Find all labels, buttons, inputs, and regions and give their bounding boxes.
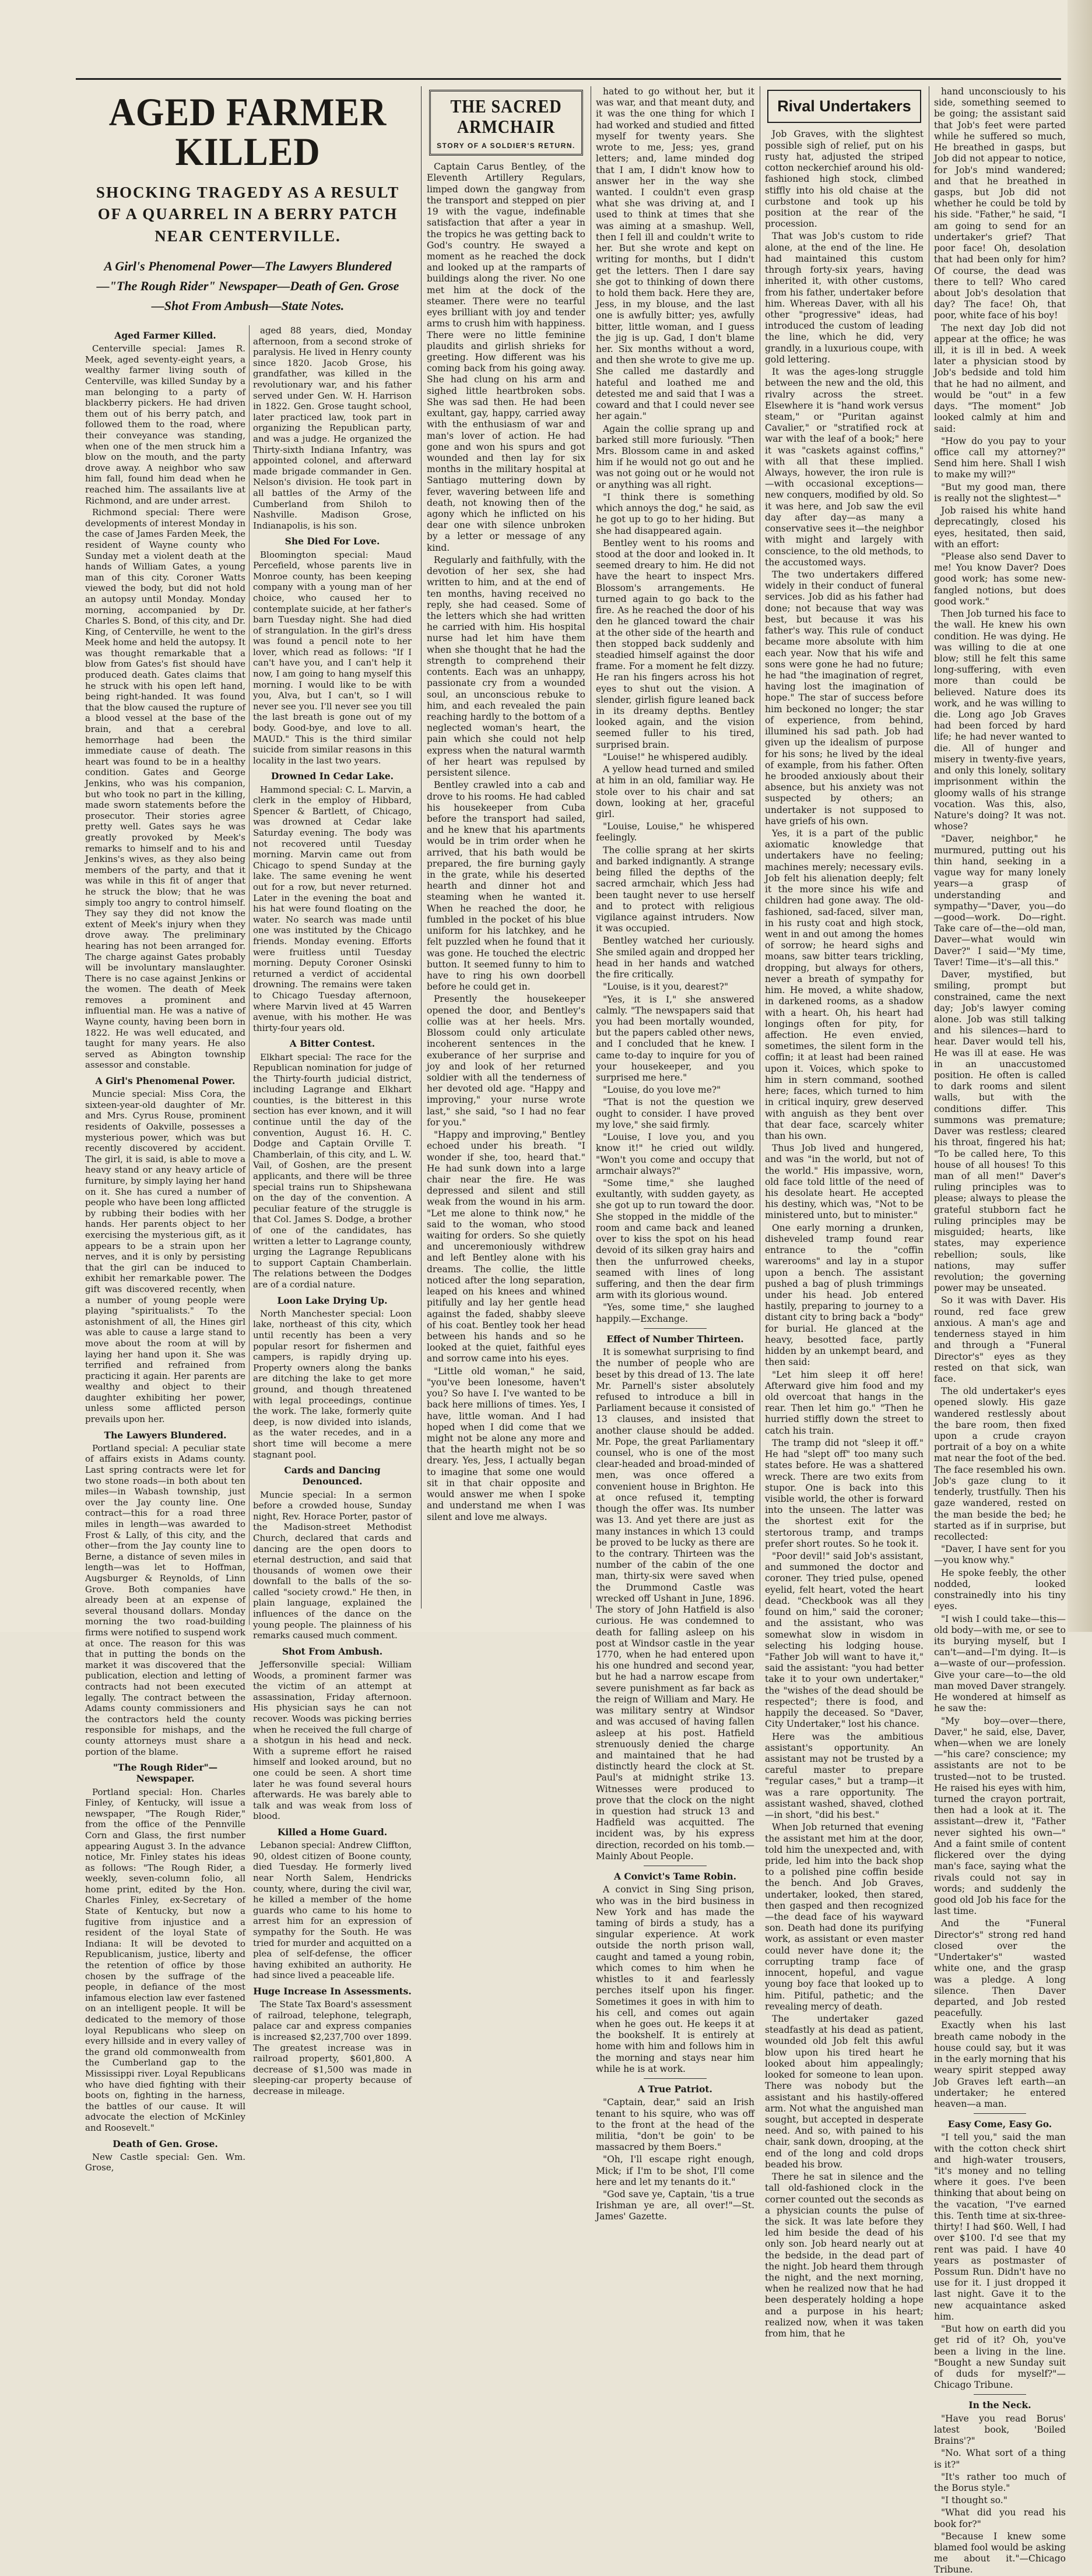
paragraph: There he sat in silence and the tall old-fashioned clock in the corner counted out the seconds as a physician counts the pulse of the sick. It was late before they led him beside the dead of his only son. Job heard nearly out at the bedside, in the dead part of the night. Job heard them through the night, and the next morning, when he realized now that he had been desperately holding a hope and a purpose in his heart; realized now, when it was taken from him, that he: [765, 2172, 924, 2339]
paragraph: Then Job turned his face to the wall. He knew his own condition. He was dying. He was willing to die at one blow; still he felt this same long-suffering, with even more than could be believed. Nature does its work, and he was willing to die. Long ago Job Graves had been forced by hard life; he had never wanted to die. All of hunger and misery in twenty-five years, and only this lonely, solitary imprisonment within the gloomy walls of his strange vocation. Was this, also, Nature's doing? It was not. whose?: [934, 608, 1066, 832]
paragraph: He spoke feebly, the other nodded, looked constrainedly into his tiny eyes.: [934, 1567, 1066, 1612]
divider: [974, 2394, 1026, 2395]
paragraph: It is somewhat surprising to find the number of people who are beset by this dread of 13. The late Mr. Parnell's sister absolutely refused to introduce a bill in Parliament because it consisted of 13 clauses, and insisted that another clause should be added. Mr. Pope, the great Parliamentary counsel, who is one of the most clear-headed and broad-minded of men, was once offered a convenient house in Brighton. He at once refused it, tempting though the offer was. Its number was 13. And yet there are just as many instances in which 13 could be proved to be lucky as there are to the contrary. Thirteen was the number of the cabin of the one man, thirty-six were saved when the Drummond Castle was wrecked off Ushant in June, 1896. The story of John Hatfield is also curious. He was condemned to death for falling asleep on his post at Windsor castle in the year 1770, when he had entered upon his one hundred and second year, but he had a narrow escape from severe punishment as far back as the reign of William and Mary. He was military sentry at Windsor and was accused of having fallen asleep at his post. Hatfield strenuously denied the charge and maintained that he had distinctly heard the clock at St. Paul's at midnight strike 13. Witnesses were produced to prove that the clock on the night in question had struck 13 and Hadfield was acquitted. The incident was, by his express direction, recorded on his tomb.—Mainly About People.: [596, 1347, 754, 1861]
divider: [974, 2113, 1026, 2114]
paragraph: Portland special: A peculiar state of affairs exists in Adams county. Last spring contracts were let for two stone roads—in both about ten miles—in Wabash township, just over the Jay county line. One contract—this for a road three miles in length—was awarded to Frost & Lally, of this city, and the other—from the Jay county line to Berne, a distance of seven miles in length—was let to Hoffman, Augsburger & Reynolds, of Linn Grove. Both companies have already been at an expense of several thousand dollars. Monday morning the two road-building firms were notified to suspend work at once. The reason for this was that in putting the bonds on the market it was discovered that the publication, election and letting of contracts had not been executed legally. The contract between the Adams county commissioners and the contractors held the county responsible for mishaps, and the county attorneys must share a portion of the blame.: [85, 1442, 245, 1757]
paragraph: Centerville special: James R. Meek, aged seventy-eight years, a wealthy farmer living south of Centerville, was killed Sunday by a man belonging to a party of blackberry pickers. He had driven them out of his berry patch, and followed them to the road, where their conveyance was standing, when one of the men struck him a blow on the mouth, and the party drove away. A neighbor who saw him fall, found him dead when he reached him. The assailants live at Richmond, and are under arrest.: [85, 343, 245, 506]
subcolumn-right: [253, 325, 412, 2098]
paragraph: Job Graves, with the slightest possible sigh of relief, put on his rusty hat, adjusted the striped cotton neckerchief around his old-fashioned high stock, climbed stiffly into his old chaise at the curbstone and took up his position at the rear of the procession.: [765, 129, 924, 230]
paragraph: "No. What sort of a thing is it?": [934, 2448, 1066, 2470]
section-head: Aged Farmer Killed.: [114, 330, 216, 342]
paragraph: "I think there is something which annoys the dog," he said, as he got up to go to her hiding. But she had disappeared again.: [596, 491, 754, 536]
paragraph: "How do you pay to your office call my attorney?" Send him here. Shall I wish to make my will?": [934, 435, 1066, 480]
paragraph: That was Job's custom to ride alone, at the end of the line. He had maintained this custom through forty-six years, having inherited it, with other customs, from his father, undertaker before him. Whereas Daver, with all his other "progressive" ideas, had introduced the custom of leading the line, which he did, very grandly, in a luxurious coupe, with gold lettering.: [765, 231, 924, 365]
section-head: Cards and Dancing Denounced.: [284, 1465, 381, 1487]
subcolumn-rule: [249, 325, 250, 1625]
section-head: In the Neck.: [968, 2399, 1031, 2411]
paragraph: The next day Job did not appear at the office; he was ill, it is ill in bed. A week later a physician stood by Job's bedside and told him that he had no ailment, and would be "out" in a few days. "The moment" Job looked calmly at him and said:: [934, 322, 1066, 434]
paragraph: "Daver, neighbor," he murmured, putting out his thin hand, seeking in a vague way for many lonely years—a grasp of understanding and sympathy—"Daver, you—do—good—work. Do—right. Take care of—the—old man, Daver—what would win Daver?" I said—"My time, Taver! Time—it's—all this.": [934, 833, 1066, 967]
article-continuation: [596, 86, 754, 2222]
paragraph: One early morning a drunken, disheveled tramp found rear entrance to the "coffin warerooms" and lay in a stupor upon a bench. The assistant pushed a bag of plush trimmings under his head. Job entered hastily, preparing to journey to a distant city to bring back a "body" for burial. He glanced at the heavy, besotted face, partly hidden by an unkempt beard, and then said:: [765, 1222, 924, 1368]
paragraph: Daver, mystified, but smiling, prompt but constrained, came the next day; Job's lawyer coming alone. Job was still talking and his silences—hard to hear. Daver would tell his, He was ill at ease. He was in an unaccustomed position. He often is called to dark rooms and silent walls, but with the conditions differ. This summons was premature; Daver was restless; cleared his throat, fingered his hat; "To be called here, To this house of all houses! To this man of all men!" Daver's ruling principles was to please; always to please the grateful stubborn fact he ruling principles may be misguided; hearts, like states, may experience rebellion; souls, like nations, may suffer revolution; the governing power may be unseated.: [934, 969, 1066, 1294]
paragraph: hand unconsciously to his side, something seemed to be going; the assistant said that Job's feet were parted while he suffered so much, He breathed in gasps, but Job did not appear to notice, for Job's mind wandered; and that he breathed in gasps, but Job did not whether he could be told by his side. "Father," he said, "I am going to send for an undertaker's grief? That poor face! Oh, desolation that had been only for him? Of course, the dead was there to tell? Who cared about Job's desolation that day? The face! Oh, that poor, white face of his boy!: [934, 86, 1066, 321]
paragraph: Elkhart special: The race for the Republican nomination for judge of the Thirty-fourth judicial district, including Lagrange and Elkhart counties, is the bitterest in this section has ever known, and it will continue until the day of the convention, August 16. H. C. Dodge and Captain Orville T. Chamberlain, of this city, and L. W. Vail, of Goshen, are the present applicants, and there will be three special trains run to Shipshewana on the day of the convention. A peculiar feature of the struggle is that Col. James S. Dodge, a brother of one of the candidates, has written a letter to Lagrange county, urging the Lagrange Republicans to support Captain Chamberlain. The relations between the Dodges are of a cordial nature.: [253, 1051, 412, 1290]
paragraph: "What did you read his book for?": [934, 2507, 1066, 2529]
paragraph: Captain Carus Bentley, of the Eleventh Artillery Regulars, limped down the gangway from the transport and stepped on pier 19 with the vague, indefinable satisfaction that after a year in the tropics he was getting back to God's country. He swayed a moment as he reached the dock and looked up at the ramparts of buildings along the river. No one met him at the dock of the steamer. There were no tearful eyes brilliant with joy and tender arms to crush him with happiness. There were no little feminine plaudits and girlish shrieks for greeting. How different was his coming back from his going away. She had clung on his arm and sighed little heartbroken sobs. She was sad then. He had been exultant, gay, happy, carried away with the enthusiasm of war and man's lover of action. He had gone and won his spurs and got wounded and then lay for six months in the military hospital at Santiago muttering down by fever, wavering between life and death, not knowing then of the agony which he inflicted on his dear one with silence unbroken by a letter or message of any kind.: [427, 161, 585, 553]
section-head: A Girl's Phenomenal Power.: [95, 1075, 236, 1087]
top-rule: [76, 78, 1061, 80]
paragraph: "Louise, is it you, dearest?": [603, 981, 729, 993]
paragraph: Bentley watched her curiously. She smiled again and dropped her head in her hands and watched the fire critically.: [596, 935, 754, 980]
paragraph: "Little old woman," he said, "you've been lonesome, haven't you? So have I. I've wanted to be back here millions of times. Yes, I have, little woman. And I had hoped when I did come that we might not be alone any more and that the hearth might not be so dreary. Yes, Jess, I actually began to imagine that some one would sit in that chair opposite and would answer me when I spoke and understand me when I was silent and love me always.: [427, 1366, 585, 1522]
paragraph: "Daver, I have sent for you—you know why.": [934, 1544, 1066, 1566]
paragraph: Lebanon special: Andrew Cliffton, 90, oldest citizen of Boone county, died Tuesday. He formerly lived near North Salem, Hendricks county, where, during the civil war, he killed a member of the home guards who came to his home to arrest him for an expression of sympathy for the South. He was tried for murder and acquitted on a plea of self-defense, the officer having exhibited an authority. He had since lived a peaceable life.: [253, 1840, 412, 1981]
paragraph: Here was the ambitious assistant's opportunity. An assistant may not be trusted by a careful master to prepare "regular cases," but a tramp—it was a rare opportunity. The assistant washed, shaved, clothed—in short, "did his best.": [765, 1731, 924, 1821]
paragraph: When Job returned that evening the assistant met him at the door, told him the unexpected and, with pride, led him into the back shop to a polished pine coffin beside the bench. And Job Graves, undertaker, looked, then stared, then gasped and then recognized—the dead face of his wayward son. Death had done its purifying work, as assistant or even master could never have done it; the corrupting tramp face of innocent, hopeful, and vague young boy face that looked up to him. Pitiful, pathetic; and the revealing mercy of death.: [765, 1822, 924, 2012]
paragraph: Presently the housekeeper opened the door, and Bentley's collie was at her heels. Mrs. Blossom could only articulate incoherent sentences in the exuberance of her surprise and joy and look of her returned soldier with all the tenderness of her devoted old age. "Happy and improving," your nurse wrote last," she said, "so I had no fear for you.": [427, 994, 585, 1128]
page-edge: [1068, 0, 1092, 1632]
paragraph: "God save ye, Captain, 'tis a true Irishman ye are, all over!"—St. James' Gazette.: [596, 2189, 754, 2222]
paragraph: Bentley crawled into a cab and drove to his rooms. He had cabled his housekeeper from Cuba before the transport had sailed, and he knew that his apartments would be in trim order when he arrived, that his bath would be prepared, the fire burning gayly in the grate, while his deserted hearth and dinner hot and steaming when he wanted it. When he reached the door, he fumbled in the pocket of his blue uniform for his latchkey, and he felt puzzled when he found that it was gone. He touched the electric button. It seemed funny to him to have to ring his own doorbell before he could get in.: [427, 780, 585, 993]
paragraph: "Louise, Louise," he whispered feelingly.: [596, 821, 754, 843]
section-head: Effect of Number Thirteen.: [606, 1333, 744, 1345]
paragraph: "But how on earth did you get rid of it? Oh, you've been a living in the line. "Bought a new Sunday suit of duds for myself?"—Chicago Tribune.: [934, 2324, 1066, 2391]
paragraph: Regularly and faithfully, with the devotion of her sex, she had written to him, and at the end of ten months, having received no reply, she had ceased. Some of the letters which she had written he carried with him. His hospital nurse had let him have them when she thought that he had the strength to comprehend their contents. Each was an unhappy, passionate cry from a wounded soul, an unconscious rebuke to him, and each revealed the pain reaching hardly to the bottom of a neglected woman's heart, the pain which she could not help express when the natural warmth of her heart was repulsed by persistent silence.: [427, 554, 585, 779]
sub-columns: [82, 325, 414, 2173]
article-rival-undertakers: [765, 86, 924, 2339]
paragraph: "But my good man, there is really not the slightest—": [934, 481, 1066, 504]
paragraph: Portland special: Hon. Charles Finley, of Kentucky, will issue a newspaper, "The Rough Rider," from the office of the Pennville Corn and Glass, the first number appearing August 3. In the advance notice, Mr. Finley states his ideas as follows: "The Rough Rider, a weekly, seven-column folio, all home print, edited by the Hon. Charles Finley, ex-Secretary of State of Kentucky, but now a fugitive from injustice and a resident of the loyal State of Indiana: It will be devoted to Republicanism, justice, liberty and the retention of office by those chosen by the suffrage of the people, in defiance of the most infamous election law ever fastened on an intelligent people. It will be dedicated to the memory of those loyal Republicans who sleep on every hillside and in every valley of the grand old commonwealth from the Cumberland gap to the Mississippi river. Loyal Republicans who have died fighting with their boots on, fighting in the harness, the battles of our cause. It will advocate the election of McKinley and Roosevelt.": [85, 1786, 245, 2133]
paragraph: "Yes, some time," she laughed happily.—Exchange.: [596, 1302, 754, 1324]
paragraph: Bloomington special: Maud Percefield, whose parents live in Monroe county, has been keeping company with a young man of her choice, who caused her to contemplate suicide, at her father's barn Tuesday night. She had died of strangulation. In the girl's dress was found a pencil note to her lover, which read as follows: "If I can't have you, and I can't help it now, I am going to hang myself this morning. I would like to be with you, Alva, but I can't, so I will never see you. I'll never see you till the last breath is gone out of my body. Good-bye, and love to all. MAUD." This is the third similar suicide from similar reasons in this locality in the last two years.: [253, 549, 412, 766]
divider: [644, 2078, 707, 2079]
paragraph: "Captain, dear," said an Irish tenant to his squire, who was off to the front at the head of the militia, "don't be goin' to be massacred by them Boers.": [596, 2097, 754, 2153]
paragraph: The tramp did not "sleep it off." He had "slept off" too many such states before. He was a shattered wreck. There are two exits from stupor. One is back into this visible world, the other is forward into the unseen. The latter was the shortest exit for the stertorous tramp, and tramps prefer short routes. So he took it.: [765, 1437, 924, 1549]
section-head: Drowned In Cedar Lake.: [271, 770, 394, 782]
column-rule: [421, 86, 422, 1609]
paragraph: "Poor devil!" said Job's assistant, and summoned the doctor and coroner. They tried pulse, opened eyelid, felt heart, voted the heart dead. "Checkbook was all they found on him," said the coroner; and the assistant, who was somewhat slow in wisdom in selecting his lodging house. "Father Job will want to have it," said the assistant: "you had better take it to your own undertaker," the "wishes of the dead should be respected"; there is food, and happily the deceased. So "Daver, City Undertaker," lost his chance.: [765, 1551, 924, 1730]
paragraph: A yellow head turned and smiled at him in an old, familiar way. He stole over to his chair and sat down, looking at her, graceful girl.: [596, 764, 754, 819]
paragraph: Exactly when his last breath came nobody in the house could say, but it was in the early morning that his weary spirit stepped away Job Graves left earth—an undertaker; he entered heaven—a man.: [934, 2020, 1066, 2109]
paragraph: New Castle special: Gen. Wm. Grose,: [85, 2151, 245, 2173]
paragraph: Jeffersonville special: William Woods, a prominent farmer was the victim of an attempt at assassination, Friday afternoon. His physician says he can not recover. Woods was picking berries when he received the full charge of a shotgun in his head and neck. With a supreme effort he raised himself and looked around, but no one could be seen. A short time later he was found several hours afterwards. He was barely able to talk and was weak from loss of blood.: [253, 1659, 412, 1822]
section-head: Death of Gen. Grose.: [113, 2138, 218, 2149]
paragraph: aged 88 years, died, Monday afternoon, from a second stroke of paralysis. He lived in Henry county since 1820. Jacob Grose, his grandfather, was killed in the revolutionary war, and his father served under Gen. W. H. Harrison in 1822. Gen. Grose taught school, later practiced law, took part in organizing the Republican party, and was a judge. He organized the Thirty-sixth Indiana Infantry, was appointed colonel, and afterward made brigade commander in Gen. Nelson's division. He took part in all battles of the Army of the Cumberland from Shiloh to Nashville. Madison Grose, Indianapolis, is his son.: [253, 325, 412, 531]
section-head: Killed a Home Guard.: [277, 1826, 388, 1838]
paragraph: "Louise!" he whispered audibly.: [603, 751, 748, 762]
paragraph: North Manchester special: Loon lake, northeast of this city, which until recently has been a very popular resort for fishermen and campers, is rapidly drying up. Property owners along the banks are ditching the lake to get more ground, and though threatened with legal proceedings, continue the work. The lake, formerly quite deep, is now divided into islands, as the water recedes, and in a short time will become a mere stagnant pool.: [253, 1308, 412, 1460]
paragraph: Job raised his white hand deprecatingly, closed his eyes, hesitated, then said, with an effort:: [934, 505, 1066, 550]
paragraph: hated to go without her, but it was war, and that meant duty, and it was the one thing for which I had worked and studied and fitted myself for twenty years. She wrote to me, Jess; yes, grand letters; and, lame minded dog that I am, I didn't know how to answer her in the way she wanted. I couldn't even grasp what she was driving at, and I used to think at times that she was aiming at a smashup. Well, then I fell ill and couldn't write to her. But she wrote and kept on writing for months, but I didn't get the letters. Then I dare say she got to thinking of down there to hold them back. Here they are, Jess, in my blouse, and the last one is awfully bitter; yes, awfully bitter, little woman, and I guess the jig is up. Gad, I don't blame her. Six months without a word, and then she wrote to give me up. She called me dastardly and hateful and loathed me and detested me and said that I was a coward and that I could never see her again.": [596, 86, 754, 422]
paragraph: Richmond special: There were developments of interest Monday in the case of James Farden Meek, the resident of Wayne county who Sunday met a violent death at the hands of William Gates, a young man of this city. Coroner Watts viewed the body, but did not hold an autopsy until Monday. Monday morning, accompanied by Dr. Charles S. Bond, of this city, and Dr. King, of Centerville, he went to the Meek home and held the autopsy. It was thought remarkable that a blow from Gates's fist should have produced death. Gates claims that he struck with his open left hand, being right-handed. It was found that the blow caused the rupture of a blood vessel at the base of the brain, and that a cerebral hemorrhage had been the immediate cause of death. The heart was found to be in a healthy condition. Gates and George Jenkins, who was his companion, but who took no part in the killing, made sworn statements before the prosecutor. Their stories agree pretty well. Gates says he was greatly provoked by Meek's remarks to himself and to his and Jenkins's wives, as they also being members of the party, and that it was while in this fit of anger that he struck the blow; that he was simply too angry to control himself. They say they did not know the extent of Meek's injury when they drove away. The preliminary hearing has not been arranged for. The charge against Gates probably will be involuntary manslaughter. There is no case against Jenkins or the women. The death of Meek removes a prominent and influential man. He was a native of Wayne county, having been born in 1822. He was well educated, and taught for many years. He also served as Abington township assessor and constable.: [85, 507, 245, 1071]
paragraph: The State Tax Board's assessment of railroad, telephone, telegraph, palace car and express companies is increased $2,237,700 over 1899. The greatest increase was in railroad property, $601,800. A decrease of $1,500 was made in sleeping-car property because of decrease in mileage.: [253, 1999, 412, 2096]
subdeck: A Girl's Phenomenal Power—The Lawyers Blundered—"The Rough Rider" Newspaper—Death of Gen. Grose—Shot From Ambush—State Notes.: [96, 258, 399, 313]
paragraph: Thus Job lived and hungered, and was "in the world, but not of the world." His impassive, worn, old face told little of the need of his desolate heart. He accepted his destiny, which was, "Not to be ministered unto, but to minister.": [765, 1143, 924, 1221]
paragraph: "Have you read Borus' latest book, 'Boiled Brains'?": [934, 2413, 1066, 2447]
paragraph: So it was with Daver. His round, red face grew anxious. A man's age and tenderness stayed in him and through a "Funeral Director's" eyes as they rested on that sick, wan face.: [934, 1295, 1066, 1384]
section-head: A True Patriot.: [638, 2084, 712, 2095]
section-head: A Bitter Contest.: [289, 1038, 375, 1050]
paragraph: Muncie special: In a sermon before a crowded house, Sunday night, Rev. Horace Porter, pastor of the Madison-street Methodist Church, declared that cards and dancing are the open doors to eternal destruction, and said that thousands of women owe their downfall to the balls of the so-called "society crowd." He then, in plain language, explained the influences of the dance on the young people. The plainness of his remarks caused much comment.: [253, 1489, 412, 1641]
story-title: Rival Undertakers: [767, 90, 921, 123]
paragraph: "Oh, I'll escape right enough, Mick; if I'm to be shot, I'll come here and let my tenants do it.": [596, 2154, 754, 2187]
article-continuation-right: [934, 86, 1066, 2575]
paragraph: "Because I knew some blamed fool would be asking me about it."—Chicago Tribune.: [934, 2531, 1066, 2575]
story-title-box: [429, 90, 583, 156]
paragraph: And the "Funeral Director's" strong red hand closed over the "Undertaker's" wasted white one, and the grasp was a pledge. A long silence. Then Daver departed, and Job rested peacefully.: [934, 1918, 1066, 2019]
paragraph: "I tell you," said the man with the cotton check shirt and high-water trousers, "it's money and no telling where it goes. I've been thinking that about being on the vacation, "I've earned this. Tenth time at six-three-thirty! I had $60. Well, I had over $100. I'd see that my rent was paid. I have 40 years as postmaster of Possum Run. Didn't have no use for it. I just dropped it last night. Gave it to the new acquaintance asked him.: [934, 2132, 1066, 2322]
paragraph: The two undertakers differed widely in their conduct of funeral services. Job did as his father had done; not because that way was best, but because it was his father's way. This rule of conduct became more absolute with him each year. Now that his wife and sons were gone he had no future; he had "the imagination of regret, having lost the imagination of hope." The star of success before him beckoned no longer; the star of experience, from behind, illumined his sad path. Job had given up the idealism of purpose for his sons; he lived by the ideal of example, from his father. Often he brooded anxiously about their absence, but his anxiety was not suspected by others; an undertaker is not supposed to have griefs of his own.: [765, 569, 924, 826]
section-head: "The Rough Rider"—Newspaper.: [113, 1762, 218, 1785]
divider: [644, 1328, 707, 1329]
subcolumn-left: [85, 325, 245, 2174]
paragraph: "My boy—over—there, Daver," he said, else, Daver, when—when we are lonely—"his care? conscience; my assistants are not to be trusted—not to be trusted. He raised his eyes with him, turned the crayon portrait, then had a look at it. The assistant—drew it, "Father never sighted his own—" And a faint smile of content flickered over the dying man's face, saying what the rivals could not say in words; and suddenly the good old Job his face for the last time.: [934, 1715, 1066, 1917]
paragraph: "Happy and improving," Bentley echoed under his breath. "I wonder if she, too, heard that." He had sunk down into a large chair near the fire. He was depressed and silent and still weak from the wound in his arm. "Let me alone to think now," he said to the woman, who stood waiting for orders. So she quietly and unceremoniously withdrew and left Bentley alone with his dreams. The collie, the little noticed after the long separation, leaped on his knees and whined pitifully and lay her gentle head against the faded, shabby sleeve of his coat. Bentley took her head between his hands and so he looked at the quiet, faithful eyes and sorrow came into his eyes.: [427, 1129, 585, 1364]
section-head: Huge Increase In Assessments.: [253, 1985, 412, 1997]
article-sacred-armchair: [427, 86, 585, 1609]
paragraph: Bentley went to his rooms and stood at the door and looked in. It seemed dreary to him. He did not have the heart to inspect Mrs. Blossom's arrangements. He turned again to go back to the fire. As he reached the door of his den he glanced toward the chair at the other side of the hearth and then stopped back suddenly and steadied himself against the door frame. For a moment he felt dizzy. He ran his fingers across his hot eyes to shut out the vision. A slender, girlish figure leaned back in its dreamy depths. Bentley looked again, and the vision seemed fuller to his tired, surprised brain.: [596, 537, 754, 750]
paragraph: "Please also send Daver to me! You know Daver? Does good work; has some new-fangled notions, but does good work.": [934, 551, 1066, 607]
paragraph: The undertaker gazed steadfastly at his dead as patient, wounded old Job felt this awful blow upon his tired heart he looked about him appealingly; looked for someone to lean upon. There was nobody but the assistant and his hastily-offered arm. Not what the anguished man sought, but accepted in desperate need. And so, with pained to his chair, sank down, drooping, at the end of the long and cold drops beaded his brow.: [765, 2014, 924, 2170]
paragraph: A convict in Sing Sing prison, who was in the bird business in New York and has made the taming of birds a study, has a singular experience. At work outside the north prison wall, caught and tamed a young robin, which comes to him when he whistles to it and fearlessly perches itself upon his finger. Sometimes it goes in with him to his cell, and comes out again when he goes out. He keeps it at the bookshelf. It is entirely at home with him and follows him in the morning and stays near him while he is at work.: [596, 1884, 754, 2074]
section-head: A Convict's Tame Robin.: [613, 1871, 737, 1882]
paragraph: "That is not the question we ought to consider. I have proved my love," she said firmly.: [596, 1097, 754, 1130]
paragraph: Again the collie sprang up and barked still more furiously. "Then Mrs. Blossom came in and asked him if he would not go out and he was not going out or he would not or anything was all right.: [596, 423, 754, 490]
story-title: THE SACRED ARMCHAIR: [450, 96, 562, 138]
section-head: Loon Lake Drying Up.: [277, 1294, 388, 1306]
paragraph: Muncie special: Miss Cora, the sixteen-year-old daughter of Mr. and Mrs. Cyrus Rouse, prominent residents of Oakville, possesses a mysterious power, which was but recently discovered by accident. The girl, it is said, is able to move a heavy stand or any heavy article of furniture, by simply laying her hand on it. She has cured a number of people who have been long afflicted by rubbing their bodies with her hands. Her parents object to her exercising the mysterious gift, as it appears to be a strain upon her nerves, and it is only by persisting that the girl can be induced to exhibit her remarkable power. The gift was discovered recently, when a number of young people were playing "spiritualists." To the astonishment of all, the Hines girl was able to cause a large stand to move about the room at will by laying her hand upon it. She was terrified and refrained from practicing it again. Her parents are wealthy and object to their daughter exhibiting her power, unless some afflicted person prevails upon her.: [85, 1089, 245, 1425]
paragraph: The old undertaker's eyes opened slowly. His gaze wandered restlessly about the bare room, then fixed upon a crude crayon portrait of a boy on a white mat near the foot of the bed. The face resembled his own. Job's gaze clung to it tenderly, trustfully. Then his gaze wandered, rested on the man beside the bed; he started as if in surprise, but recollected:: [934, 1386, 1066, 1542]
headline: AGED FARMER KILLED: [108, 90, 387, 174]
paragraph: Hammond special: C. L. Marvin, a clerk in the employ of Hibbard, Spencer & Bartlett, of Chicago, was drowned at Cedar lake Saturday evening. The body was not recovered until Tuesday morning. Marvin came out from Chicago to spend Sunday at the lake. The same evening he went out for a row, but never returned. Later in the evening the boat and his hat were found floating on the water. No search was made until one was instituted by the Chicago friends. Monday evening. Efforts were fruitless until Tuesday morning. Deputy Coroner Osinski returned a verdict of accidental drowning. The remains were taken to Chicago Tuesday afternoon, where Marvin lived at 45 Warren avenue, with his mother. He was thirty-four years old.: [253, 784, 412, 1033]
paragraph: "I thought so.": [941, 2495, 1007, 2506]
story-subtitle: STORY OF A SOLDIER'S RETURN.: [437, 142, 575, 150]
paragraph: Yes, it is a part of the public axiomatic knowledge that undertakers have no feeling; machines merely; necessary evils. Job felt his alienation deeply; felt it the more since his wife and children had gone away. The old-fashioned, sad-faced, silver man, in his rusty coat and high stock, went in and out among the homes of sorrow; he heard sighs and moans, saw bitter tears trickling, dropping, but always for others, never a breath of sympathy for him. He moved, a white shadow, in darkened rooms, as a shadow with a heart. Oh, his heart had longings often for pity, for affection. He even envied, sometimes, the silent form in the coffin; it at least had been rained upon it. Voices, which spoke to him in stern command, soothed here; faces, which turned to him in critical inquiry, grew deserved with anguish as they bent over that dear face, scarcely whiter than his own.: [765, 828, 924, 1141]
article-aged-farmer-killed: [82, 86, 414, 2173]
section-head: Shot From Ambush.: [282, 1645, 383, 1657]
paragraph: "Yes, it is I," she answered calmly. "The newspapers said that you had been mortally wounded, but the papers cabled other news, and I concluded that he knew. I came to-day to inquire for you of your housekeeper, and you surprised me here.": [596, 994, 754, 1083]
paragraph: It was the ages-long struggle between the new and the old, this rivalry across the street. Elsewhere it is "hand work versus steam," or "Puritan against Cavalier," or "stratified rock at war with the leaf of a book;" here it was "caskets against coffins," with all that these implied. Always, however, the iron rule is—with occasional exceptions—new conquers, modified by old. So it was here, and Job saw the evil day after day—as many a conservative sees it—the neighbor with might and largely with conscience, to the old methods, to the accustomed ways.: [765, 367, 924, 568]
section-head: She Died For Love.: [285, 536, 380, 547]
paragraph: "It's rather too much of the Borus style.": [934, 2471, 1066, 2493]
paragraph: "Some time," she laughed exultantly, with sudden gayety, as she got up to run toward the door. She stopped in the middle of the room and came back and leaned over to kiss the spot on his head devoid of its silken gray hairs and then the unfurrowed cheeks, seamed with lines of long suffering, and then the dear firm arm with its glorious wound.: [596, 1178, 754, 1301]
deck: SHOCKING TRAGEDY AS A RESULT OF A QUARREL IN A BERRY PATCH NEAR CENTERVILLE.: [96, 184, 400, 245]
paragraph: "Louise, I love you, and you know it!" he cried out wildly. "Won't you come and occupy that armchair always?": [596, 1132, 754, 1176]
paragraph: "Louise, do you love me?": [603, 1085, 721, 1096]
paragraph: "Let him sleep it off here! Afterward give him food and my old overcoat that hangs in the rear. Then let him go." "Then he hurried stiffly down the street to catch his train.: [765, 1369, 924, 1436]
section-head: The Lawyers Blundered.: [104, 1429, 227, 1441]
section-head: Easy Come, Easy Go.: [947, 2118, 1052, 2130]
paragraph: "I wish I could take—this—old body—with me, or see to its burying myself, but I can't—and—I'm dying. It—is a—waste of our—profession. Give your care—to—the old man moved Daver strangely. He wondered at himself as he saw the:: [934, 1613, 1066, 1714]
paragraph: The collie sprang at her skirts and barked indignantly. A strange being filled the depths of the sacred armchair, which Jess had been taught never to use herself and to protect with religious vigilance against intruders. Now it was occupied.: [596, 844, 754, 934]
